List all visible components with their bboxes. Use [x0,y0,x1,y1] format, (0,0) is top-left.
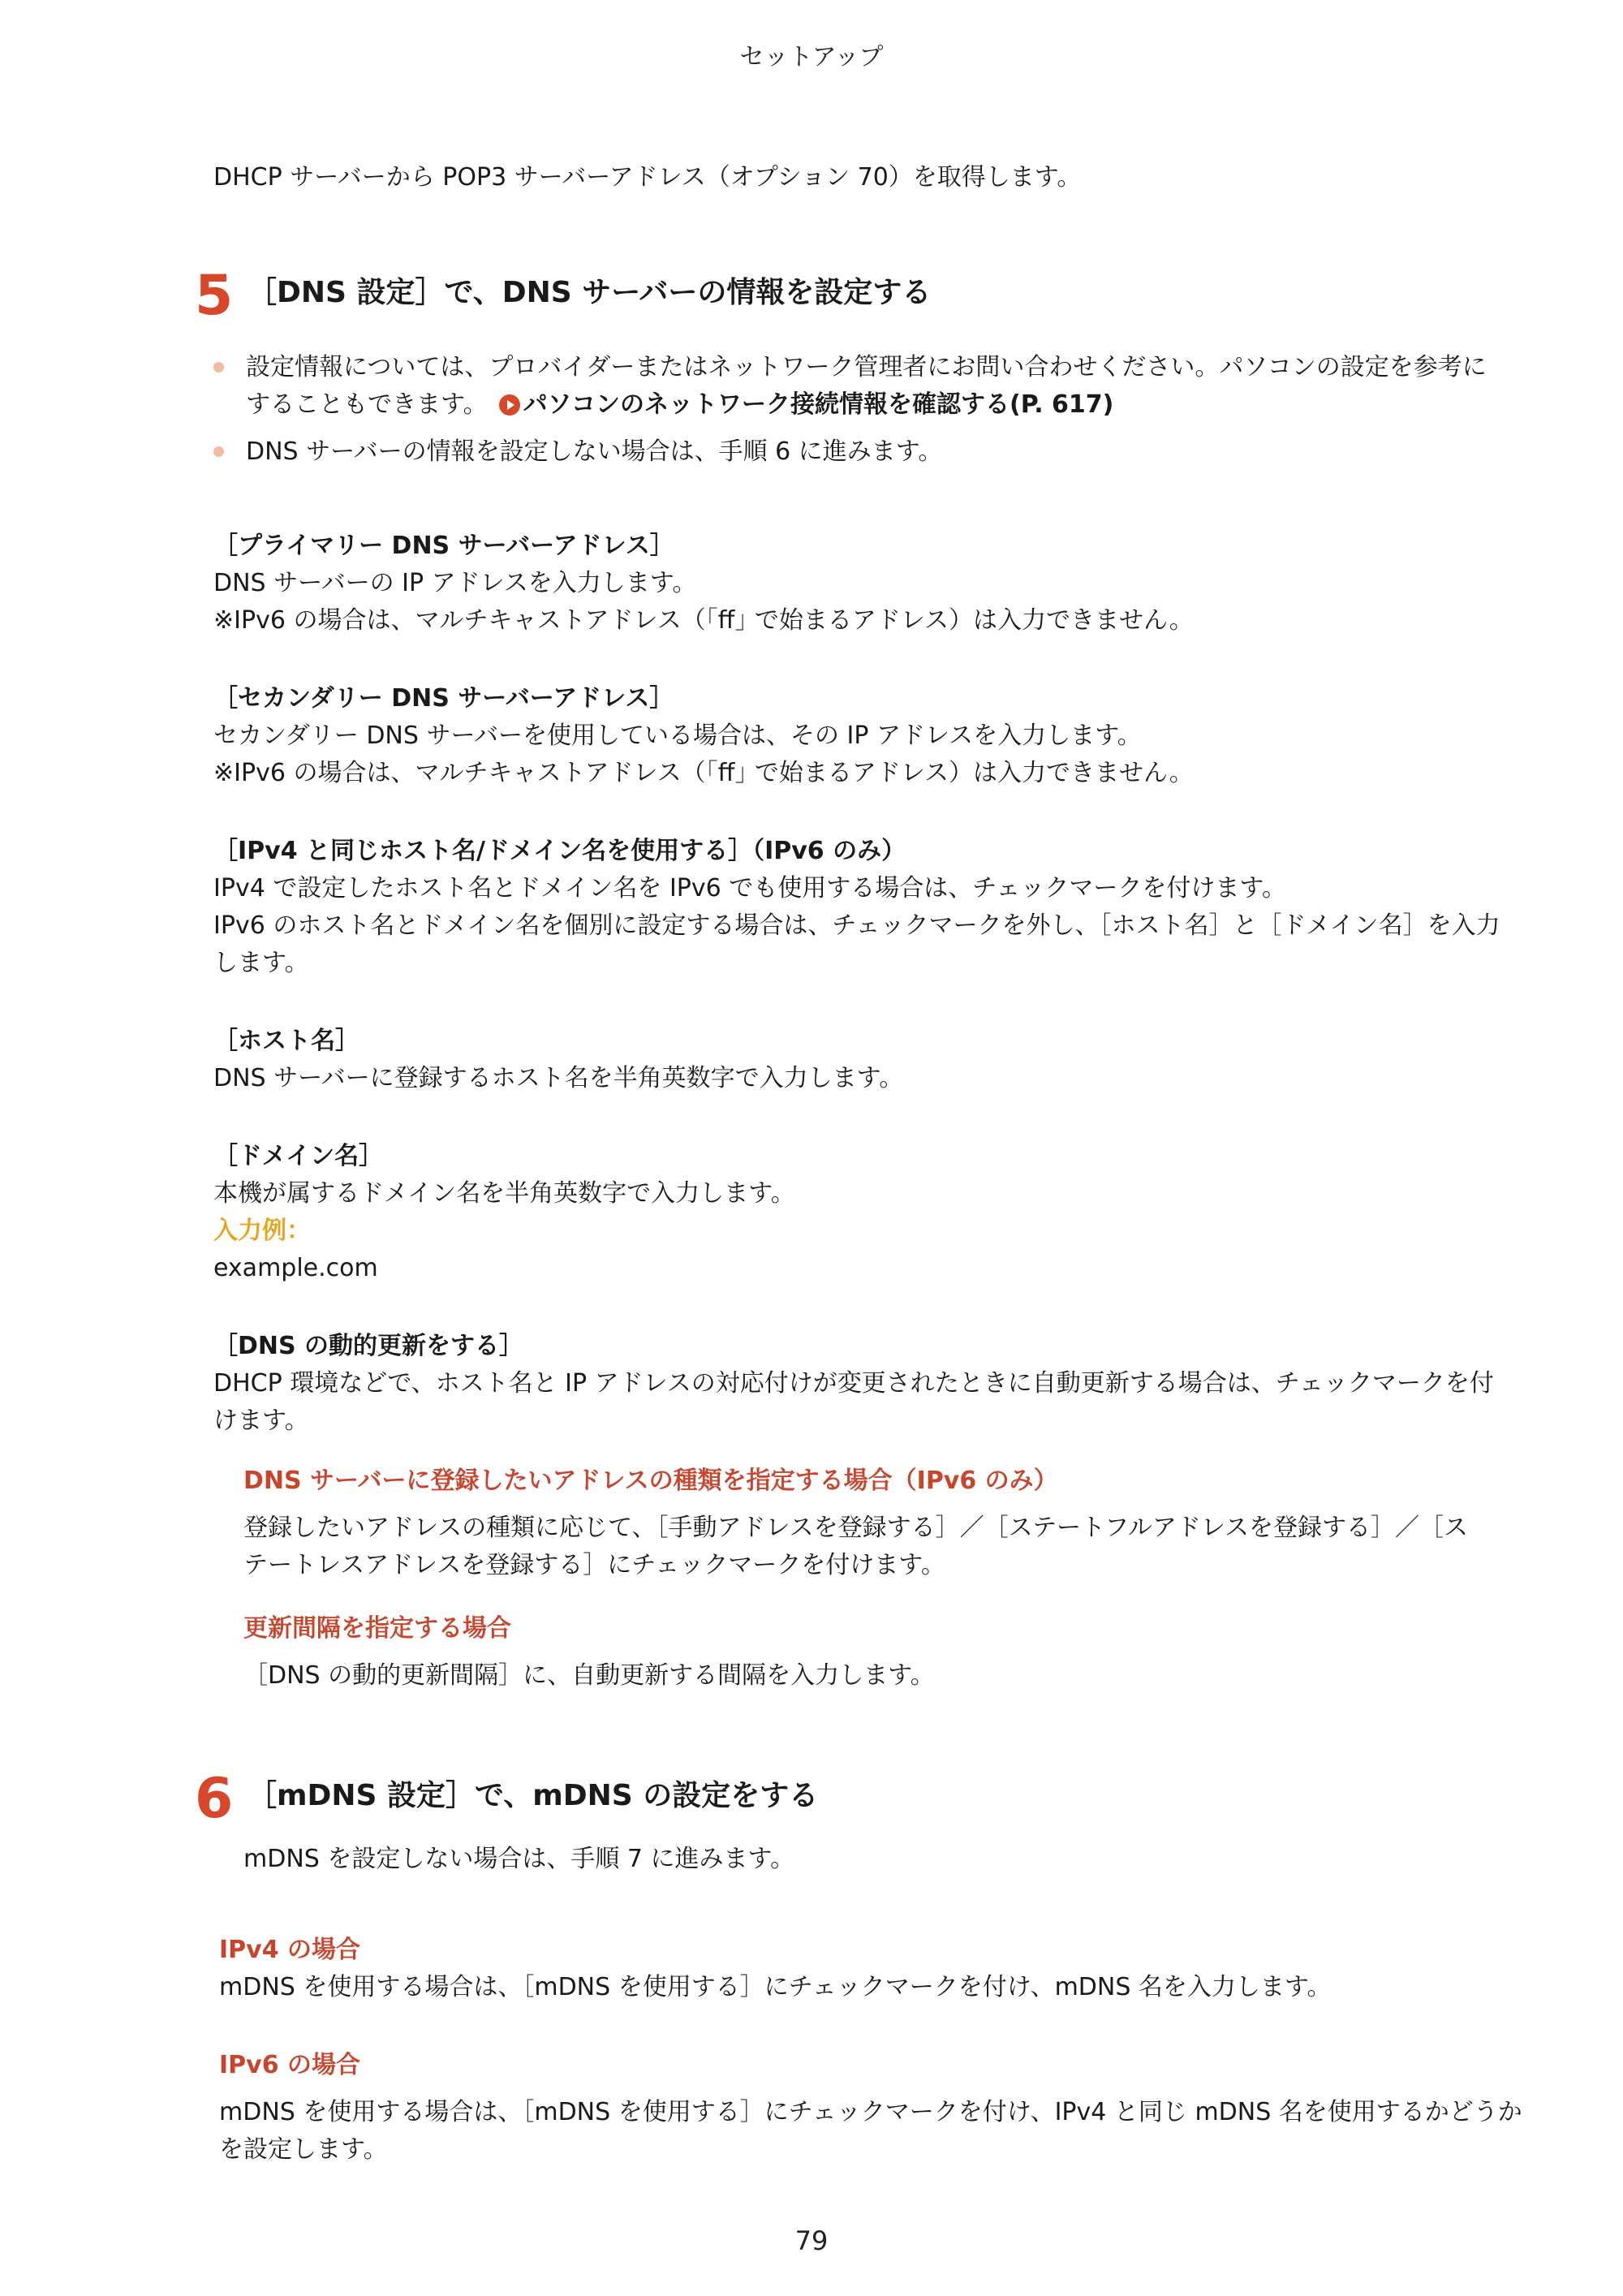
step-number-5: 5 [195,264,234,328]
ipv4-desc: mDNS を使用する場合は、［mDNS を使用する］にチェックマークを付け、mDNS 名を入力します。 [219,1973,1332,2001]
primary-dns-note: ※IPv6 の場合は、マルチキャストアドレス（｢ff｣ で始まるアドレス）は入力できません。 [213,606,1194,635]
ipv6-title: IPv6 の場合 [219,2051,361,2079]
dynamic-dns-section [213,1328,1520,1440]
address-type-title: DNS サーバーに登録したいアドレスの種類を指定する場合（IPv6 のみ） [243,1467,1058,1495]
dynamic-dns-label: ［DNS の動的更新をする］ [213,1332,524,1360]
update-interval-subsection [243,1610,1526,1695]
update-interval-desc: ［DNS の動的更新間隔］に、自動更新する間隔を入力します。 [243,1661,935,1690]
same-host-label: ［IPv4 と同じホスト名/ドメイン名を使用する］（IPv6 のみ） [213,837,906,865]
step-6-note: mDNS を設定しない場合は、手順 7 に進みます。 [243,1845,795,1873]
same-host-desc: IPv6 のホスト名とドメイン名を個別に設定する場合は、チェックマークを外し、［ホスト名］と［ドメイン名］を入力 [213,911,1500,940]
domain-name-desc: 本機が属するドメイン名を半角英数字で入力します。 [213,1179,795,1208]
example-label: 入力例： [213,1217,311,1245]
step-number-6: 6 [195,1767,234,1831]
domain-name-section [213,1138,1520,1287]
bullet-text-line: 設定情報については、プロバイダーまたはネットワーク管理者にお問い合わせください。パソコンの設定を参考に [246,353,1487,381]
ipv6-section [219,2047,1526,2169]
bullet-text-line: DNS サーバーの情報を設定しない場合は、手順 6 に進みます。 [246,437,943,466]
secondary-dns-label: ［セカンダリー DNS サーバーアドレス］ [213,684,674,713]
page-number: 79 [794,2225,829,2256]
secondary-dns-section [213,680,1520,792]
page-header: セットアップ [739,43,884,71]
host-name-desc: DNS サーバーに登録するホスト名を半角英数字で入力します。 [213,1064,904,1092]
same-host-desc: します。 [213,949,309,977]
bullet-item [213,349,1528,424]
primary-dns-section [213,528,1520,640]
address-type-desc: 登録したいアドレスの種類に応じて、［手動アドレスを登録する］／［ステートフルアドレスを登録する］／［ス [243,1514,1468,1542]
address-type-subsection [243,1462,1526,1584]
dynamic-dns-desc: DHCP 環境などで、ホスト名と IP アドレスの対応付けが変更されたときに自動更新する場合は、チェックマークを付 [213,1369,1494,1398]
primary-dns-label: ［プライマリー DNS サーバーアドレス］ [213,532,674,560]
example-value: example.com [213,1254,378,1282]
ipv6-desc: を設定します。 [219,2135,388,2164]
domain-name-label: ［ドメイン名］ [213,1142,384,1170]
host-name-label: ［ホスト名］ [213,1027,359,1055]
primary-dns-desc: DNS サーバーの IP アドレスを入力します。 [213,569,697,597]
bullet-dot [213,362,224,373]
ipv4-section [219,1932,1526,2006]
same-host-desc: IPv4 で設定したホスト名とドメイン名を IPv6 でも使用する場合は、チェックマークを付けます。 [213,874,1286,902]
address-type-desc: テートレスアドレスを登録する］にチェックマークを付けます。 [243,1551,945,1579]
dynamic-dns-desc: けます。 [213,1406,309,1435]
cross-reference-link[interactable]: パソコンのネットワーク接続情報を確認する(P. 617) [523,390,1114,419]
secondary-dns-note: ※IPv6 の場合は、マルチキャストアドレス（｢ff｣ で始まるアドレス）は入力できません。 [213,759,1194,787]
ipv4-title: IPv4 の場合 [219,1936,361,1964]
step-title-5: ［DNS 設定］で、DNS サーバーの情報を設定する [248,276,932,309]
bullet-dot [213,446,224,457]
update-interval-title: 更新間隔を指定する場合 [243,1614,511,1643]
intro-text: DHCP サーバーから POP3 サーバーアドレス（オプション 70）を取得します。 [213,163,1082,192]
secondary-dns-desc: セカンダリー DNS サーバーを使用している場合は、その IP アドレスを入力します。 [213,722,1142,750]
step-title-6: ［mDNS 設定］で、mDNS の設定をする [248,1779,819,1812]
ipv6-desc: mDNS を使用する場合は、［mDNS を使用する］にチェックマークを付け、IPv4 と同じ mDNS 名を使用するかどうか [219,2098,1522,2126]
host-name-section [213,1023,1520,1097]
bullet-text-line: することもできます。 [246,390,488,419]
link-arrow-icon [499,394,520,416]
bullet-item [213,433,1528,471]
same-host-section [213,833,1520,982]
